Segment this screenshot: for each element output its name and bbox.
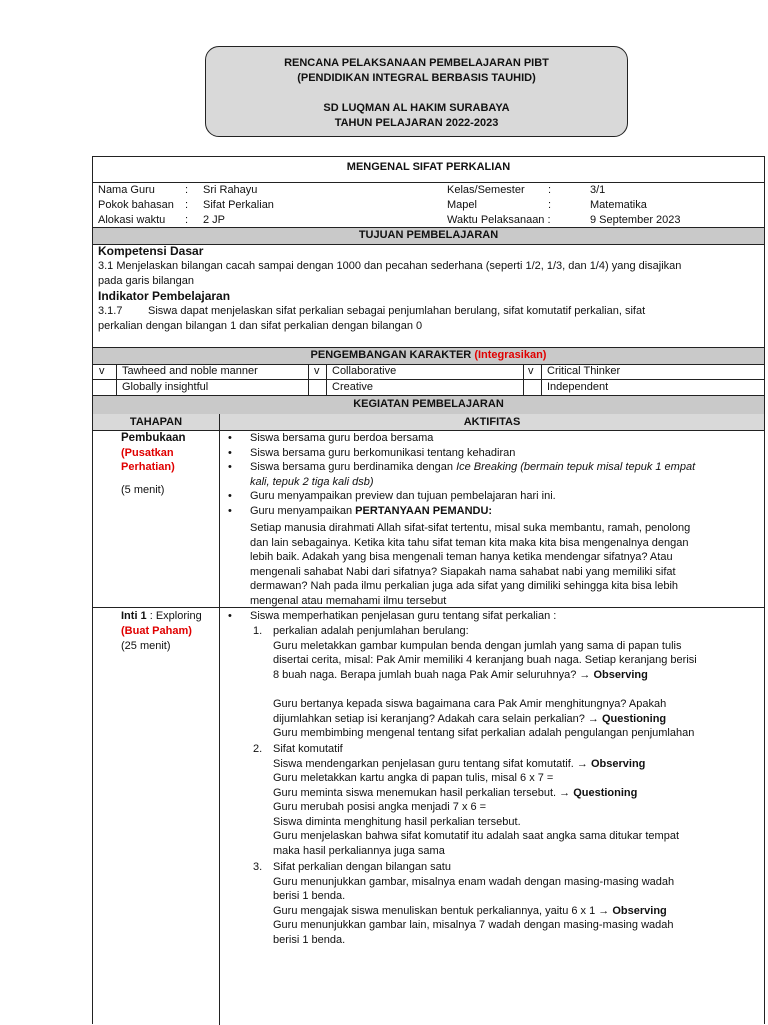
property-3-block [273,860,674,947]
property-2-number: 2. [253,743,263,755]
indicator-heading: Indikator Pembelajaran [98,289,231,303]
opening-activity-list [224,431,764,519]
character-item-6: Independent [547,381,609,393]
header-line-1: RENCANA PELAKSANAAN PEMBELAJARAN PIBT [284,57,549,69]
guiding-question-line-1: Setiap manusia dirahmati Allah sifat-sifat tertentu, misal suka membantu, ramah, penolong [250,522,691,534]
teacher-label: Nama Guru [98,184,155,196]
header-year: TAHUN PELAJARAN 2022-2023 [334,117,499,129]
property-1-title: perkalian adalah penjumlahan berulang: [273,625,469,637]
character-heading [93,348,764,362]
guiding-question-line-3: lebih baik. Adakah yang bisa mengenali teman hanya ketika mendengar sifatnya? Atau [250,551,673,563]
character-check-3: v [528,365,534,377]
core-stage-sub: (Buat Paham) [121,625,192,637]
time-allocation-value: 2 JP [203,214,226,226]
opening-activity-1: • Siswa bersama guru berdoa bersama [224,431,764,446]
property-2-line-3-text: Guru meminta siswa menemukan hasil perkalian tersebut. [273,786,560,799]
property-2-title: Sifat komutatif [273,743,343,755]
character-item-2: Collaborative [332,365,397,377]
property-1-line-2: disertai cerita, misal: Pak Amir memiliki 4 keranjang buah naga. Setiap keranjang berisi [273,654,697,666]
character-check-2: v [314,365,320,377]
guiding-question-line-2: dan lain sebagainya. Ketika kita tahu sifat teman kita maka kita bisa mengenalnya dengan [250,536,689,549]
core-stage-title [121,609,202,623]
property-2-line-7: maka hasil perkaliannya juga sama [273,844,445,857]
class-colon: : [548,184,552,196]
property-3-line-3 [273,904,674,919]
guiding-question-line-4: mengenali sahabat Nabi dari sifatnya? Siapakah nama sahabat nabi yang memiliki sifat [250,565,676,578]
topic-value: Sifat Perkalian [203,199,274,211]
indicator-line-2: perkalian dengan bilangan 1 dan sifat perkalian dengan bilangan 0 [98,320,423,332]
guiding-question-label: PERTANYAAN PEMANDU: [355,504,493,517]
property-1-line-5 [273,712,697,727]
core-activity-1: • Siswa memperhatikan penjelasan guru tentang sifat perkalian : [224,609,764,624]
property-1-number: 1. [253,625,263,637]
questioning-tag: → Questioning [559,786,638,799]
opening-activity-5-text: Guru menyampaikan [250,504,356,517]
date-value: 9 September 2023 [590,214,681,226]
property-2-line-1-text: Siswa mendengarkan penjelasan guru tentang sifat komutatif. [273,757,577,770]
date-label: Waktu Pelaksanaan : [447,214,551,226]
property-3-line-2: berisi 1 benda. [273,890,346,902]
opening-stage-sub-1: (Pusatkan [121,447,174,459]
opening-activity-3-text: Siswa bersama guru berdinamika dengan [250,461,457,474]
guiding-question-line-5: dermawan? Nah pada ilmu perkalian juga ada sifat yang dimiliki sehingga kita bisa lebih [250,580,679,592]
character-item-3: Critical Thinker [547,365,621,377]
character-item-5: Creative [332,381,373,393]
opening-stage-sub-2: Perhatian) [121,461,175,473]
opening-activity-3 [224,460,764,489]
indicator-number: 3.1.7 [98,305,123,317]
core-stage-duration: (25 menit) [121,640,171,652]
property-1-line-4: Guru bertanya kepada siswa bagaimana cara Pak Amir menghitungnya? Apakah [273,698,667,710]
document-header [205,46,628,137]
activity-column-header: AKTIFITAS [463,416,521,428]
observing-tag: → Observing [598,904,667,917]
property-2-line-5: Siswa diminta menghitung hasil perkalian tersebut. [273,815,521,828]
property-1-line-5-text: dijumlahkan setiap isi keranjang? Adakah cara selain perkalian? [273,712,588,725]
indicator-line-1: Siswa dapat menjelaskan sifat perkalian sebagai penjumlahan berulang, sifat komutatif perkalian, sifat [148,305,646,317]
opening-activity-2: • Siswa bersama guru berkomunikasi tentang kehadiran [224,446,764,461]
property-3-line-4: Guru menunjukkan gambar lain, misalnya 7 wadah dengan masing-masing wadah [273,919,674,931]
property-3-line-1: Guru menunjukkan gambar, misalnya enam wadah dengan masing-masing wadah [273,875,675,888]
opening-activity-3-italic: Ice Breaking (bermain tepuk misal tepuk 1 empat [456,461,696,474]
character-heading-note: (Integrasikan) [474,349,547,361]
property-1-line-3 [273,668,697,683]
teacher-value: Sri Rahayu [203,184,258,196]
observing-tag: → Observing [579,668,648,681]
property-2-line-4: Guru merubah posisi angka menjadi 7 x 6 = [273,801,487,813]
kd-heading: Kompetensi Dasar [98,244,204,258]
objectives-heading: TUJUAN PEMBELAJARAN [358,229,499,241]
property-2-line-2: Guru meletakkan kartu angka di papan tulis, misal 6 x 7 = [273,772,554,784]
property-1-line-3-text: 8 buah naga. Berapa jumlah buah naga Pak Amir seluruhnya? [273,668,580,681]
stage-column-header: TAHAPAN [129,416,183,428]
property-1-line-1: Guru meletakkan gambar kumpulan benda dengan jumlah yang sama di papan tulis [273,639,682,652]
kd-line-2: pada garis bilangan [98,275,195,287]
header-line-2: (PENDIDIKAN INTEGRAL BERBASIS TAUHID) [297,72,536,84]
opening-activity-4: • Guru menyampaikan preview dan tujuan pembelajaran hari ini. [224,489,764,504]
character-check-1: v [99,365,105,377]
core-stage-title-rest: : Exploring [146,610,202,622]
character-item-4: Globally insightful [122,381,209,393]
character-heading-text: PENGEMBANGAN KARAKTER [310,349,472,361]
header-school: SD LUQMAN AL HAKIM SURABAYA [323,102,510,114]
guiding-question-line-6: mengenal atau memahami ilmu tersebut [250,594,447,607]
property-3-title: Sifat perkalian dengan bilangan satu [273,861,451,873]
topic-label: Pokok bahasan [98,199,174,211]
property-3-number: 3. [253,861,263,873]
property-2-line-6: Guru menjelaskan bahwa sifat komutatif itu adalah saat angka sama ditukar tempat [273,830,680,842]
time-allocation-label: Alokasi waktu [98,214,166,226]
questioning-tag: → Questioning [587,712,667,725]
property-1-line-6: Guru membimbing mengenal tentang sifat perkalian adalah pengulangan penjumlahan [273,727,695,739]
class-value: 3/1 [590,184,606,196]
class-label: Kelas/Semester [447,184,525,196]
opening-activity-3-italic-cont: kali, tepuk 2 tiga kali dsb) [250,475,374,488]
kd-line-1: 3.1 Menjelaskan bilangan cacah sampai dengan 1000 dan pecahan sederhana (seperti 1/2, 1/3, dan 1/4) yang disajikan [98,260,682,272]
opening-stage-title: Pembukaan [121,432,186,444]
subject-label: Mapel [447,199,477,211]
lesson-plan-table [92,156,765,1024]
subject-colon: : [548,199,552,211]
core-stage-title-bold: Inti 1 [121,610,147,622]
lesson-title: MENGENAL SIFAT PERKALIAN [346,161,511,173]
teacher-colon: : [185,184,189,196]
character-item-1: Tawheed and noble manner [122,365,258,377]
subject-value: Matematika [590,199,647,211]
property-2-line-1 [273,757,679,772]
property-1-block [273,624,697,741]
opening-activity-5 [224,504,764,519]
opening-stage-duration: (5 menit) [121,484,165,496]
time-allocation-colon: : [185,214,189,226]
topic-colon: : [185,199,189,211]
property-3-line-5: berisi 1 benda. [273,933,346,946]
property-3-line-3-text: Guru mengajak siswa menuliskan bentuk perkaliannya, yaitu 6 x 1 [273,904,599,917]
activities-heading: KEGIATAN PEMBELAJARAN [353,398,504,410]
property-2-line-3 [273,786,679,801]
observing-tag: → Observing [576,757,646,770]
guiding-question-text [250,521,690,608]
core-activity-list [224,609,764,624]
property-2-block [273,742,679,858]
